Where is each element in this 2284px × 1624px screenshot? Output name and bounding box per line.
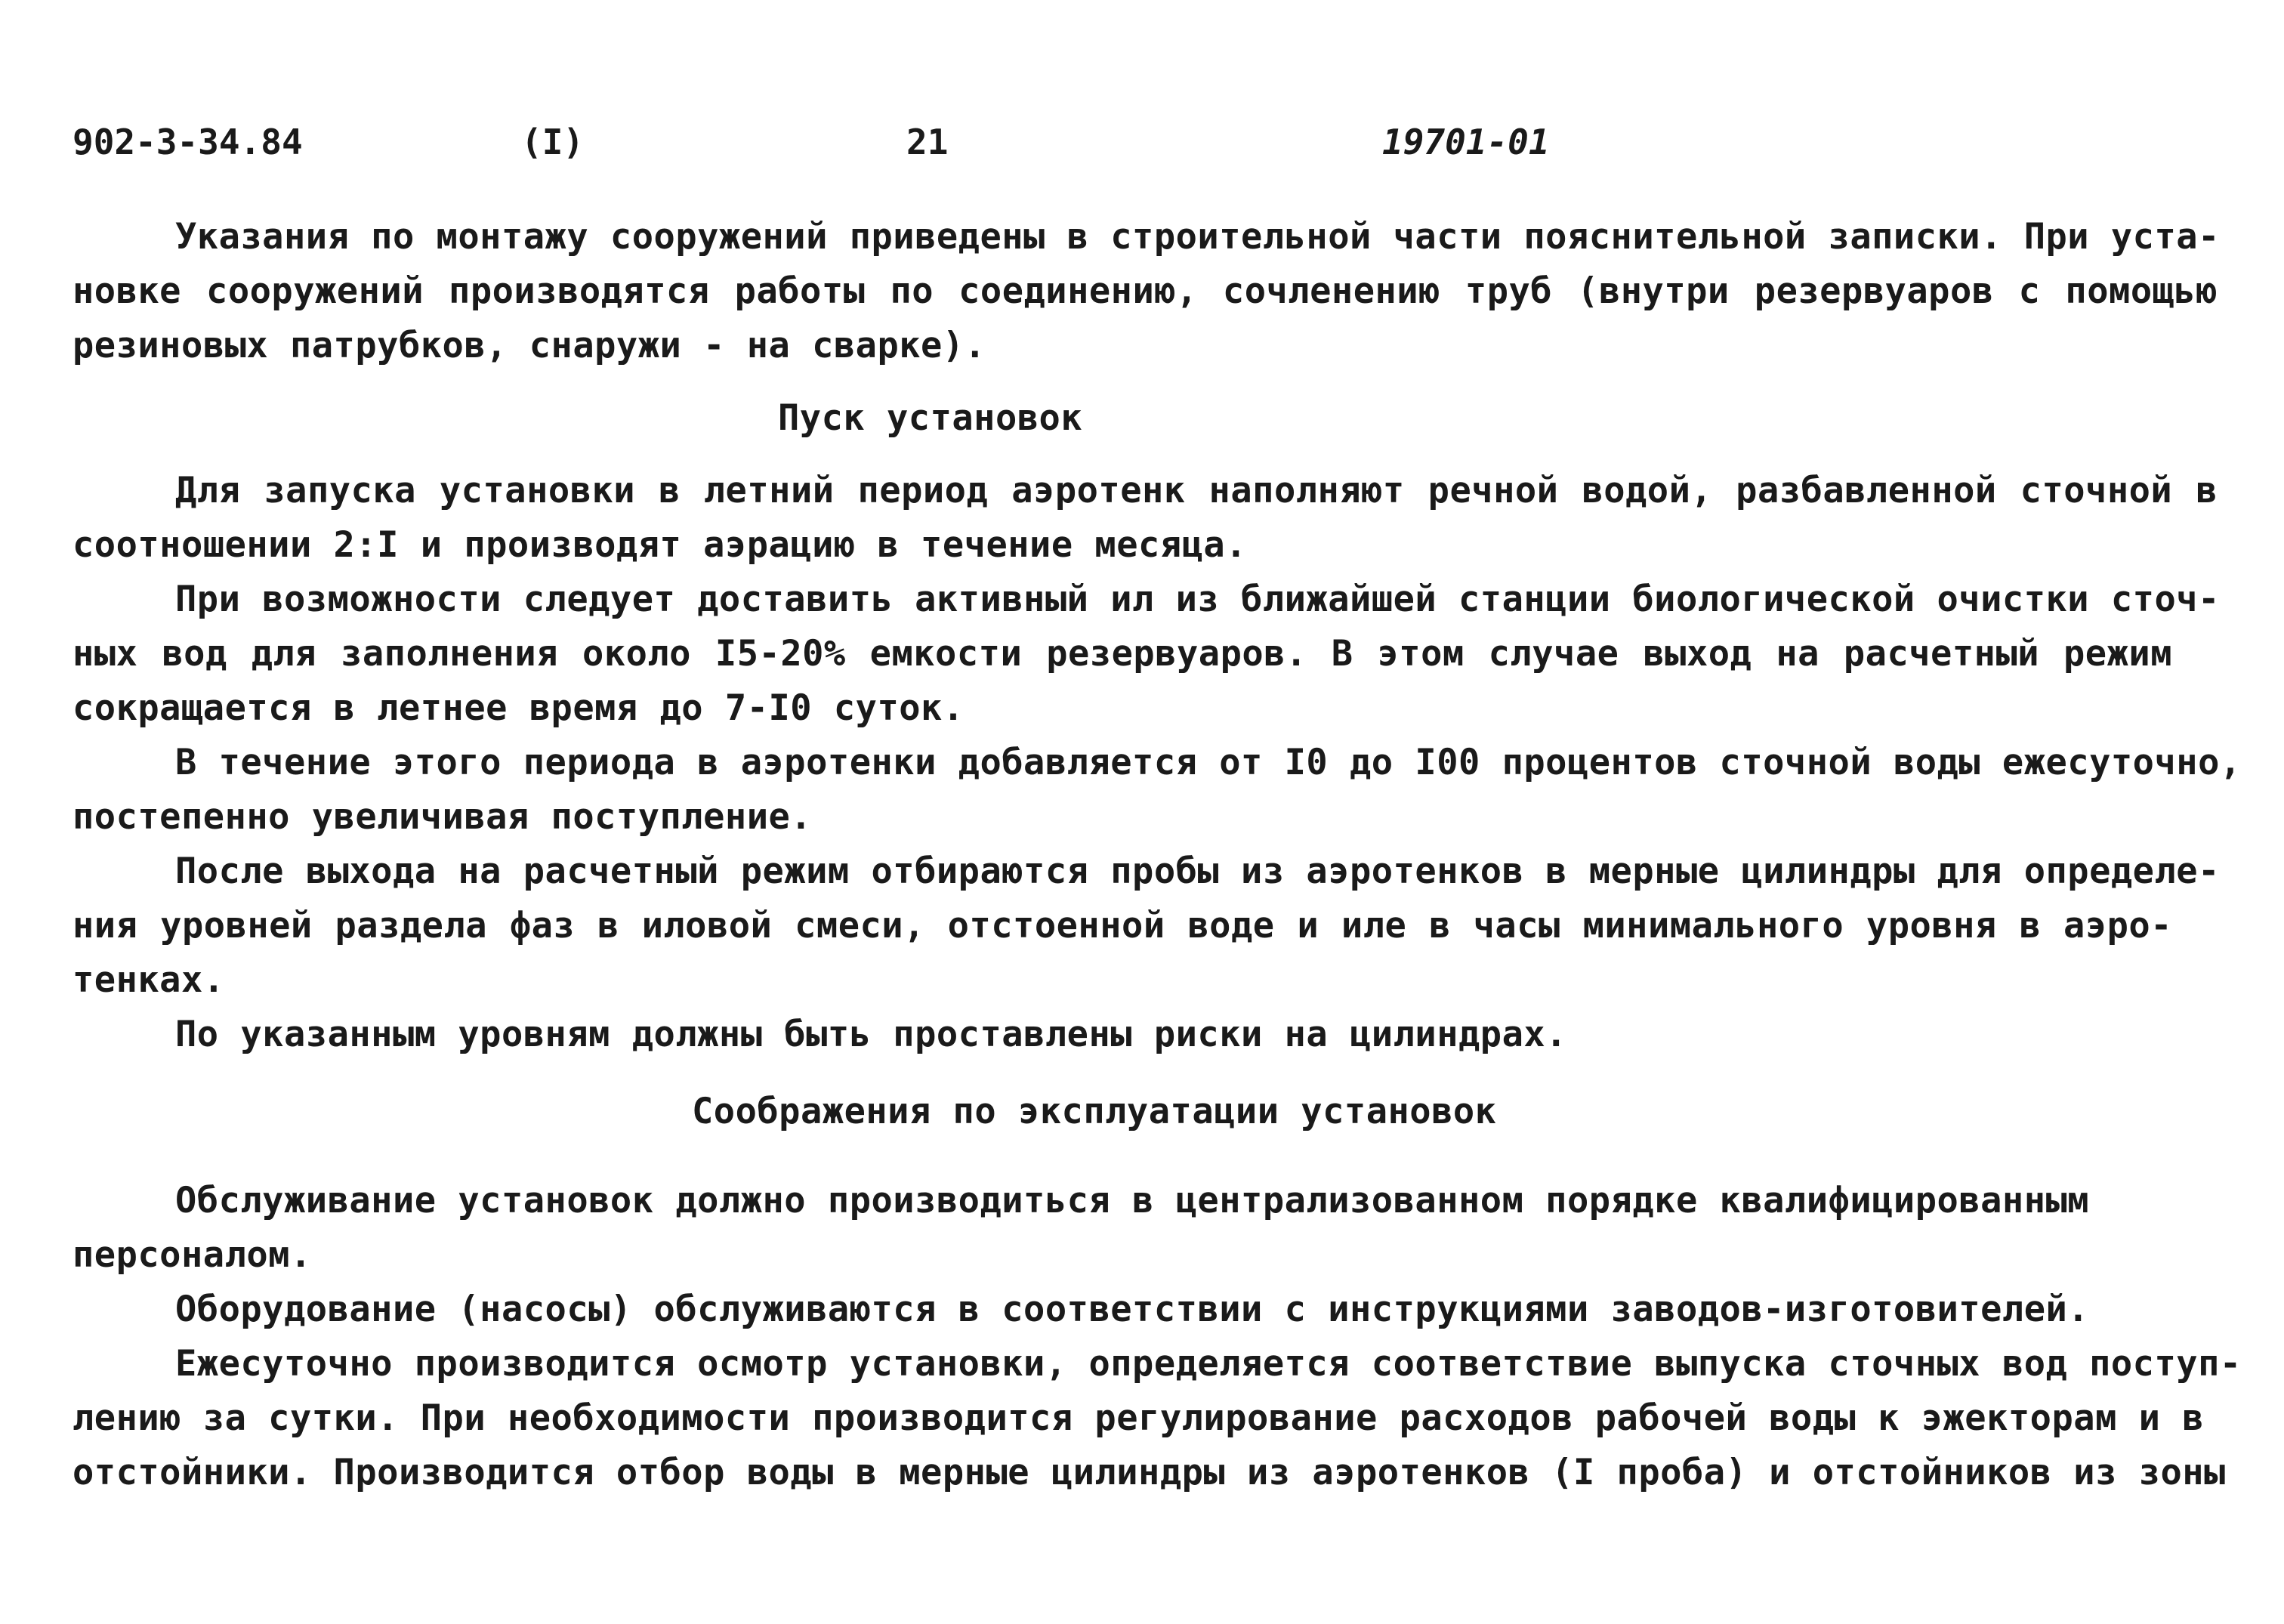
document-code: 902-3-34.84 — [73, 122, 303, 162]
paragraph-line: ных вод для заполнения около I5-20% емкости резервуаров. В этом случае выход на расчетный режим — [73, 633, 2172, 675]
section-heading-operation: Соображения по эксплуатации установок — [692, 1091, 1497, 1132]
paragraph-line: лению за сутки. При необходимости производится регулирование расходов рабочей воды к эжекторам и в — [73, 1397, 2205, 1439]
paragraph-line: постепенно увеличивая поступление. — [73, 796, 813, 838]
paragraph-line: отстойники. Производится отбор воды в мерные цилиндры из аэротенков (I проба) и отстойников из зоны — [73, 1452, 2226, 1493]
paragraph-line: Указания по монтажу сооружений приведены в строительной части пояснительной записки. При уста- — [175, 216, 2220, 258]
paragraph-line: При возможности следует доставить активный ил из ближайшей станции биологической очистки сточ- — [175, 579, 2220, 620]
paragraph-line: В течение этого периода в аэротенки добавляется от I0 до I00 процентов сточной воды ежесуточно, — [175, 742, 2242, 783]
paragraph-line: тенках. — [73, 959, 225, 1001]
paragraph-line: По указанным уровням должны быть проставлены риски на цилиндрах. — [175, 1014, 1567, 1055]
paragraph-line: персоналом. — [73, 1234, 312, 1276]
section-heading-startup: Пуск установок — [778, 397, 1083, 439]
sheet-marker: (I) — [521, 122, 585, 162]
paragraph-line: Для запуска установки в летний период аэротенк наполняют речной водой, разбавленной сточной в — [175, 470, 2218, 511]
paragraph-line: После выхода на расчетный режим отбираются пробы из аэротенков в мерные цилиндры для определе- — [175, 851, 2220, 892]
handwritten-number: 19701-01 — [1382, 122, 1550, 162]
paragraph-line: Ежесуточно производится осмотр установки, определяется соответствие выпуска сточных вод поступ- — [175, 1343, 2242, 1385]
paragraph-line: сокращается в летнее время до 7-I0 суток. — [73, 687, 965, 729]
paragraph-line: новке сооружений производятся работы по соединению, сочленению труб (внутри резервуаров с помощью — [73, 270, 2218, 312]
paragraph-line: резиновых патрубков, снаружи - на сварке). — [73, 325, 986, 366]
paragraph-line: Оборудование (насосы) обслуживаются в соответствии с инструкциями заводов-изготовителей. — [175, 1289, 2090, 1330]
page-number: 21 — [906, 122, 949, 162]
paragraph-line: соотношении 2:I и производят аэрацию в течение месяца. — [73, 524, 1248, 566]
paragraph-line: ния уровней раздела фаз в иловой смеси, отстоенной воде и иле в часы минимального уровня в аэро- — [73, 905, 2172, 946]
paragraph-line: Обслуживание установок должно производиться в централизованном порядке квалифицированным — [175, 1180, 2090, 1221]
